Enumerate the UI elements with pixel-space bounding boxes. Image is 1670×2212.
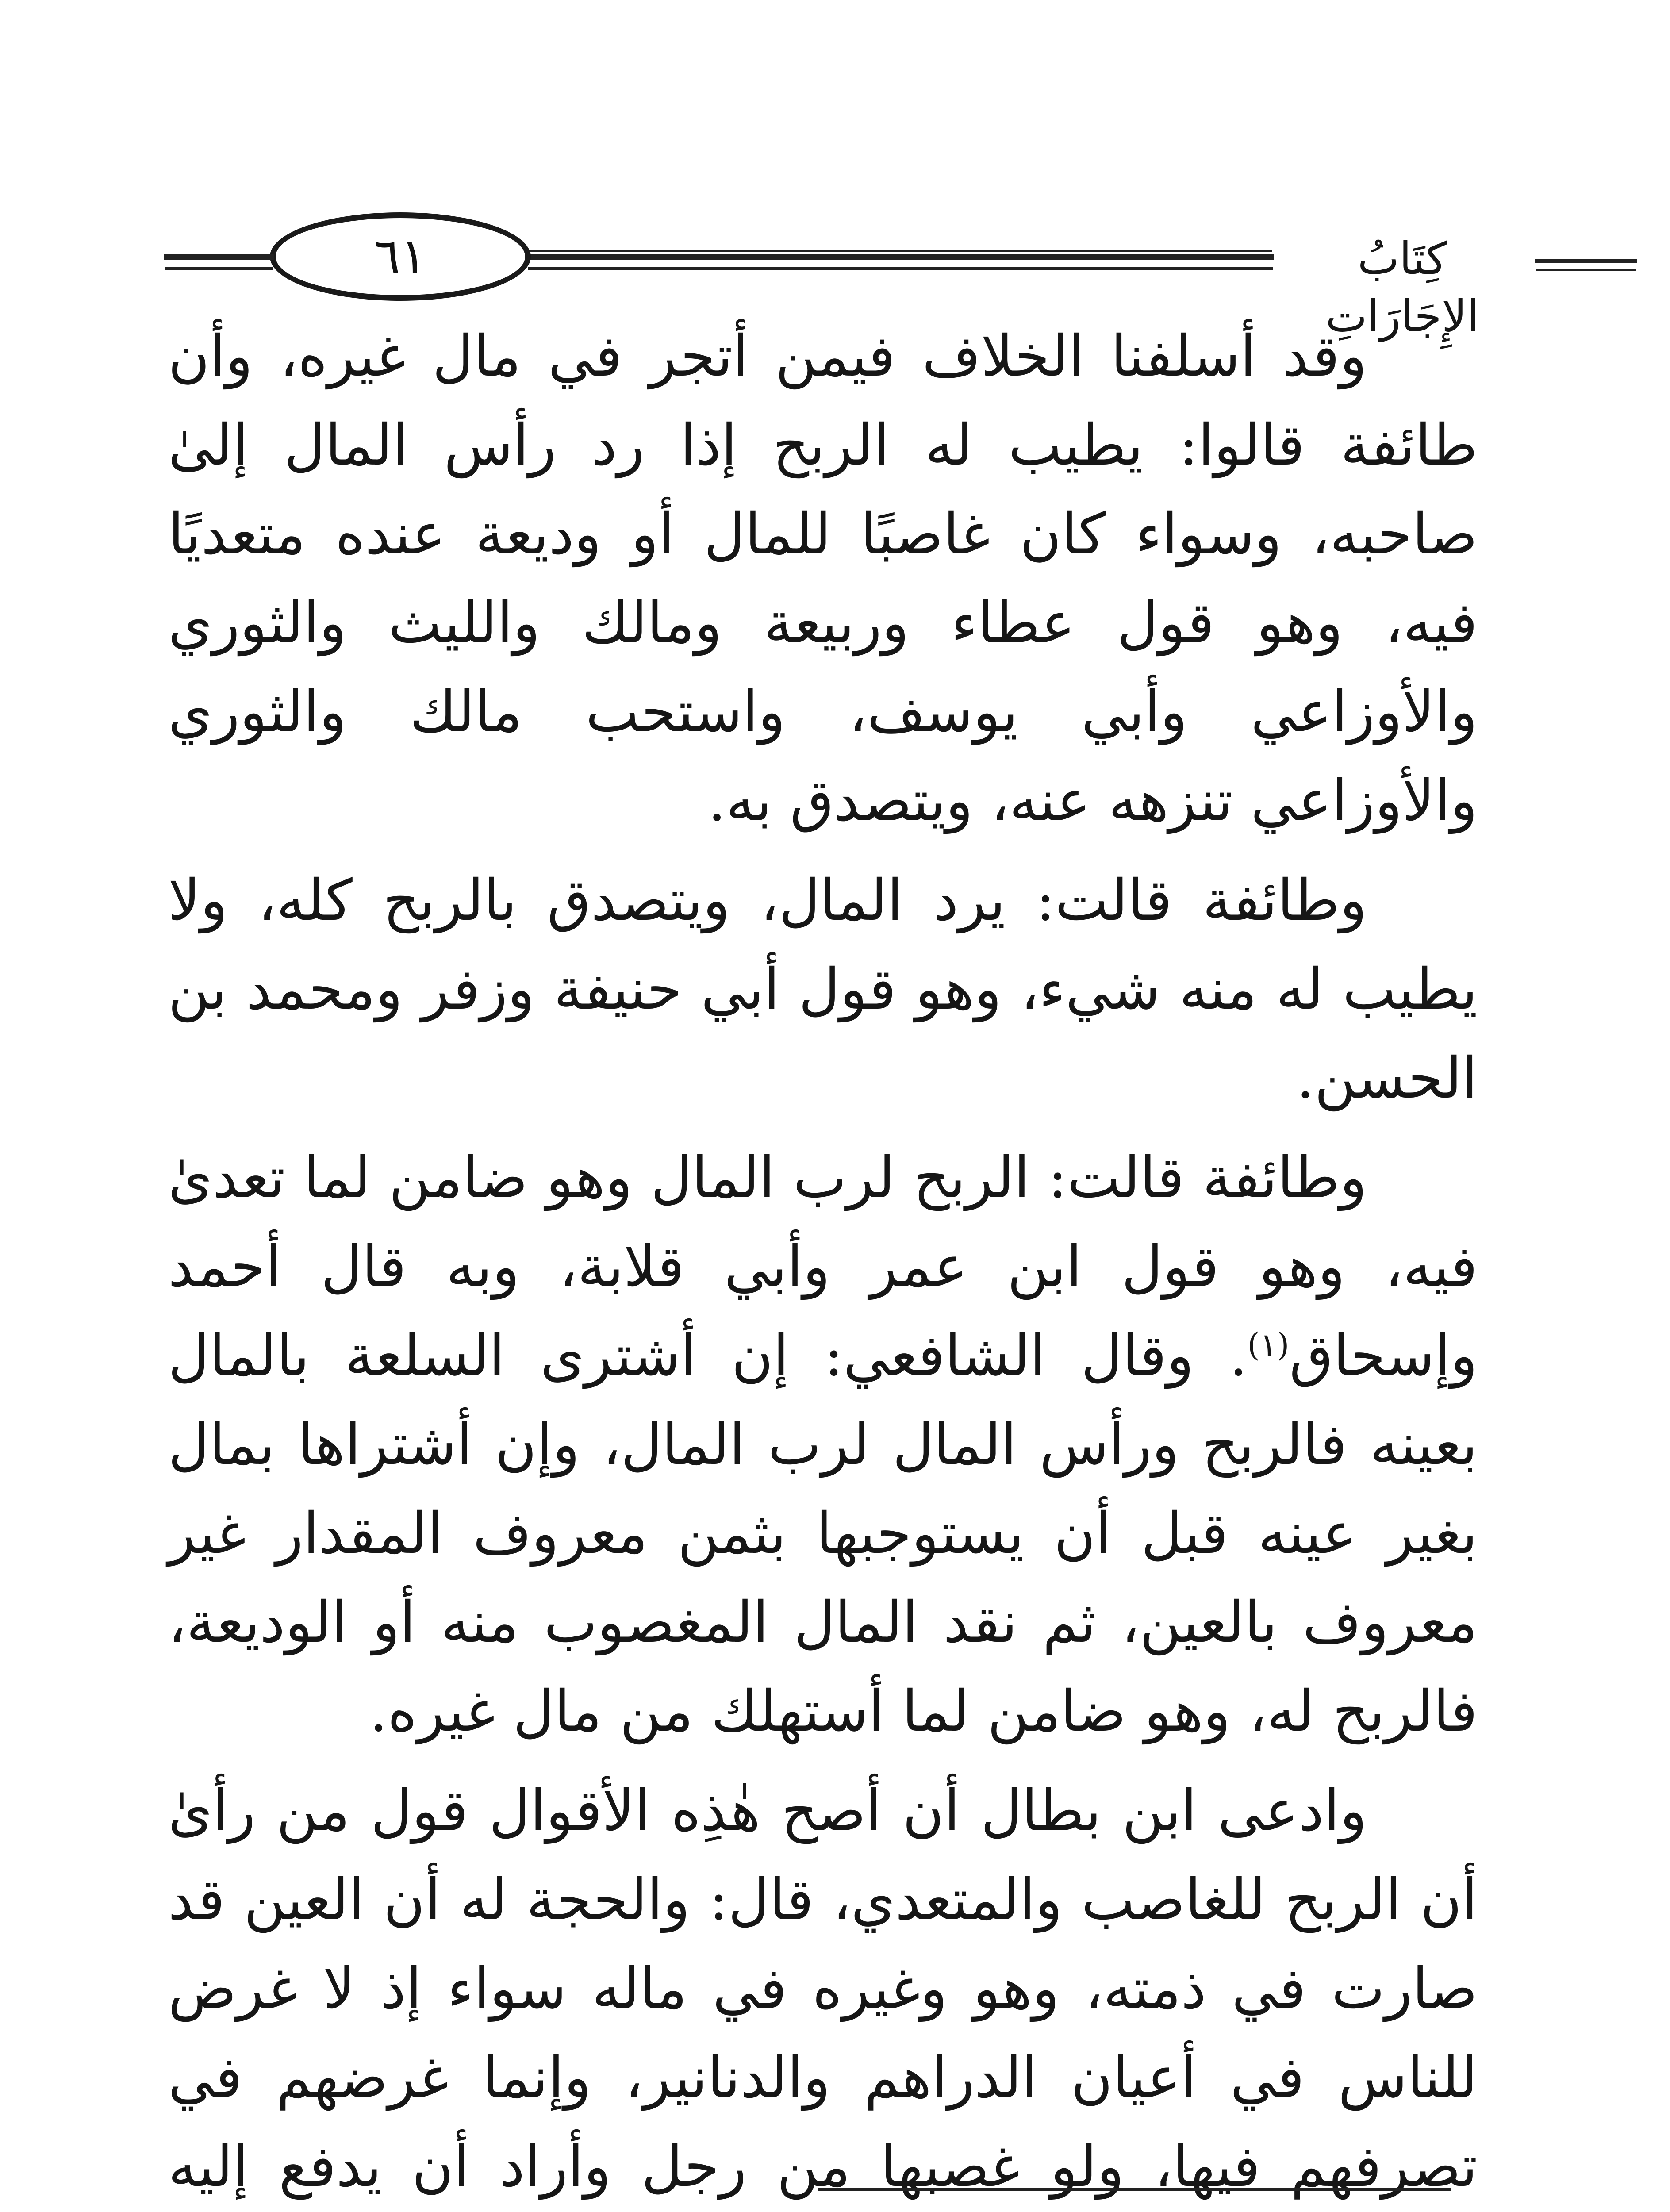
header-rule-middle — [526, 254, 1274, 260]
running-header — [164, 208, 1479, 342]
book-title: كِتَابُ الإِجَارَاتِ — [1325, 233, 1479, 342]
footnote-separator — [818, 2188, 1451, 2191]
paragraph-text: . وقال الشافعي: إن أشترى السلعة بالمال بعينه فالربح ورأس المال لرب المال، وإن أشتراها بمال بغير عينه قبل أن يستوجبها بثمن معروف المقدار غير معروف بالعين، ثم نقد المال المغصوب منه أو الوديعة، فالربح له، وهو ضامن لما أستهلك من مال غيره. — [168, 1323, 1478, 1744]
page-number-badge — [270, 212, 531, 301]
page-number: ٦١ — [374, 228, 427, 284]
header-rule-right — [1535, 259, 1637, 263]
footnote-reference[interactable]: (١) — [1247, 1326, 1290, 1363]
paragraph: وقد أسلفنا الخلاف فيمن أتجر في مال غيره، وأن طائفة قالوا: يطيب له الربح إذا رد رأس المال إلىٰ صاحبه، وسواء كان غاصبًا للمال أو وديعة عنده متعديًا فيه، وهو قول عطاء وربيعة ومالك والليث والثوري والأوزاعي وأبي يوسف، واستحب مالك والثوري والأوزاعي تنزهه عنه، ويتصدق به. — [168, 323, 1478, 834]
paragraph: وطائفة قالت: يرد المال، ويتصدق بالربح كله، ولا يطيب له منه شيء، وهو قول أبي حنيفة وزفر ومحمد بن الحسن. — [168, 868, 1478, 1111]
paragraph-text: وطائفة قالت: الربح لرب المال وهو ضامن لما تعدىٰ فيه، وهو قول ابن عمر وأبي قلابة، وبه قال أحمد وإسحاق — [168, 1145, 1478, 1389]
paragraph: وادعى ابن بطال أن أصح هٰذِه الأقوال قول من رأىٰ أن الربح للغاصب والمتعدي، قال: والحجة له أن العين قد صارت في ذمته، وهو وغيره في ماله سواء إذ لا غرض للناس في أعيان الدراهم والدنانير، وإنما غرضهم في تصرفهم فيها، ولو غصبها من رجل وأراد أن يدفع إليه — [168, 1778, 1478, 2200]
main-text — [168, 312, 1478, 2212]
paragraph — [168, 1133, 1478, 1756]
header-rule-left — [164, 254, 274, 260]
